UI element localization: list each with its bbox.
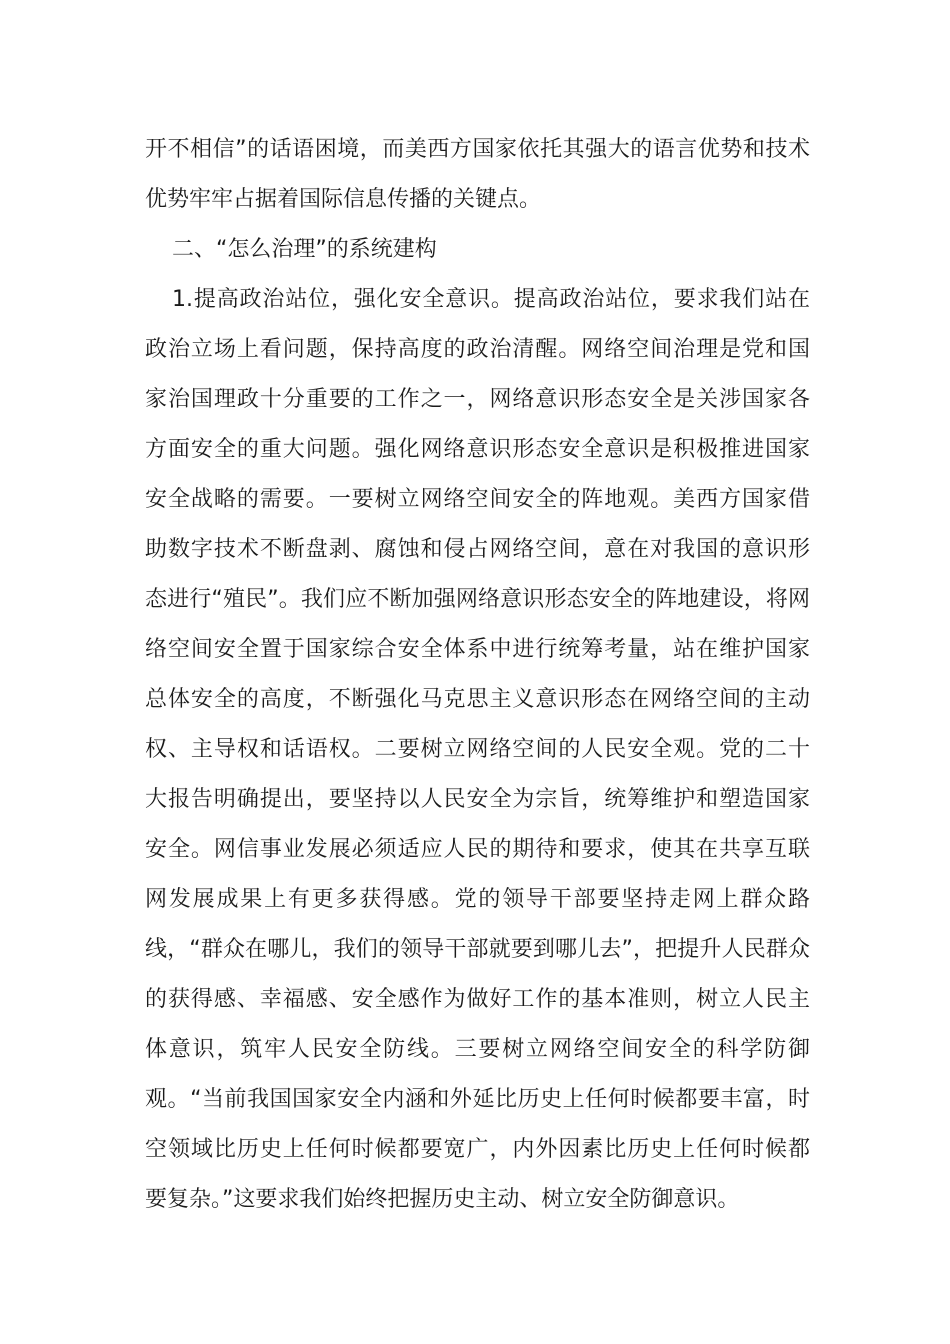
text-line: 线，“群众在哪儿，我们的领导干部就要到哪儿去”，把提升人民群众 <box>145 937 810 962</box>
text-line: 空领域比历史上任何时候都要宽广，内外因素比历史上任何时候都 <box>145 1137 810 1162</box>
text-line: 大报告明确提出，要坚持以人民安全为宗旨，统筹维护和塑造国家 <box>145 787 810 812</box>
text-line: 总体安全的高度，不断强化马克思主义意识形态在网络空间的主动 <box>145 687 810 712</box>
text-line: 要复杂。”这要求我们始终把握历史主动、树立安全防御意识。 <box>145 1187 740 1212</box>
text-line: 体意识，筑牢人民安全防线。三要树立网络空间安全的科学防御 <box>145 1037 810 1062</box>
text-line: 权、主导权和话语权。二要树立网络空间的人民安全观。党的二十 <box>145 737 810 762</box>
section-heading: 二、“怎么治理”的系统建构 <box>172 237 437 262</box>
text-line: 政治立场上看问题，保持高度的政治清醒。网络空间治理是党和国 <box>145 337 810 362</box>
text-line: 助数字技术不断盘剥、腐蚀和侵占网络空间，意在对我国的意识形 <box>145 537 810 562</box>
text-line: 家治国理政十分重要的工作之一，网络意识形态安全是关涉国家各 <box>145 387 810 412</box>
text-line: 方面安全的重大问题。强化网络意识形态安全意识是积极推进国家 <box>145 437 810 462</box>
text-line: 网发展成果上有更多获得感。党的领导干部要坚持走网上群众路 <box>145 887 810 912</box>
text-line: 安全战略的需要。一要树立网络空间安全的阵地观。美西方国家借 <box>145 487 810 512</box>
text-line: 观。“当前我国国家安全内涵和外延比历史上任何时候都要丰富，时 <box>145 1087 810 1112</box>
text-line: 开不相信”的话语困境，而美西方国家依托其强大的语言优势和技术 <box>145 137 810 162</box>
text-line: 1.提高政治站位，强化安全意识。提高政治站位，要求我们站在 <box>172 287 810 312</box>
text-line: 络空间安全置于国家综合安全体系中进行统筹考量，站在维护国家 <box>145 637 810 662</box>
text-line: 安全。网信事业发展必须适应人民的期待和要求，使其在共享互联 <box>145 837 810 862</box>
text-line: 态进行“殖民”。我们应不断加强网络意识形态安全的阵地建设，将网 <box>145 587 810 612</box>
text-line: 优势牢牢占据着国际信息传播的关键点。 <box>145 187 542 212</box>
text-line: 的获得感、幸福感、安全感作为做好工作的基本准则，树立人民主 <box>145 987 810 1012</box>
